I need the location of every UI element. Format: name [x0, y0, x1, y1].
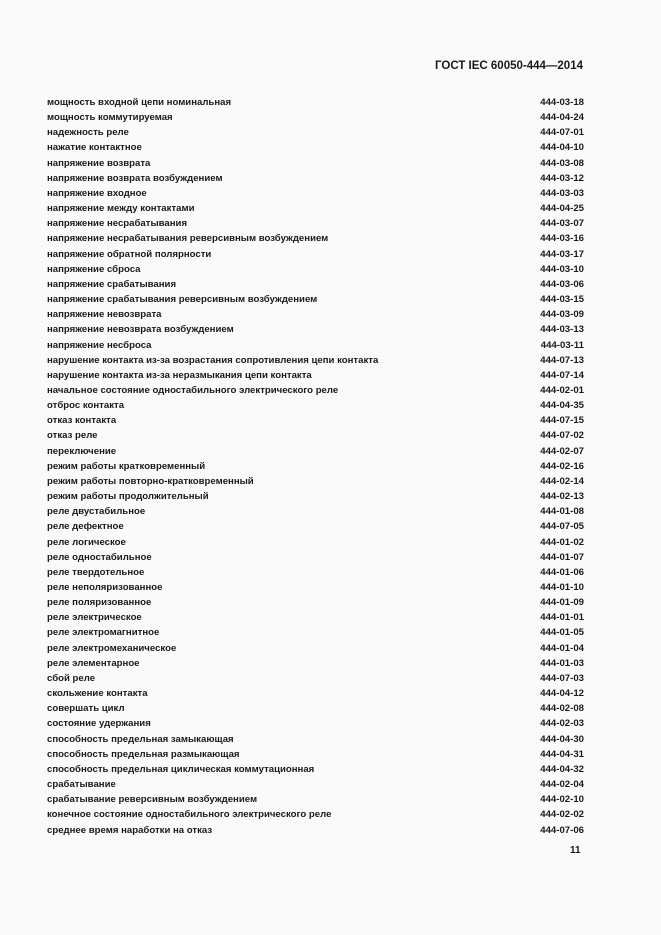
entry-term: конечное состояние одностабильного электрического реле — [47, 809, 332, 821]
entry-term: переключение — [47, 445, 117, 457]
entry-term: реле элементарное — [47, 657, 140, 669]
entry-term: напряжение сброса — [47, 263, 141, 275]
entry-term: отброс контакта — [47, 400, 125, 412]
entry-term: напряжение несброса — [47, 339, 152, 351]
entry-code: 444-07-06 — [540, 824, 584, 836]
index-entry — [47, 156, 584, 171]
index-entry — [47, 807, 584, 822]
entry-code: 444-02-03 — [540, 718, 584, 730]
index-entry — [47, 383, 584, 398]
index-entry — [47, 140, 584, 155]
entry-term: способность предельная размыкающая — [47, 748, 240, 760]
entry-term: отказ реле — [47, 430, 98, 442]
index-entry — [47, 762, 584, 777]
entry-term: режим работы кратковременный — [47, 460, 206, 472]
entry-code: 444-02-08 — [540, 703, 584, 715]
entry-code: 444-03-09 — [540, 309, 584, 321]
index-entry — [47, 368, 584, 383]
entry-code: 444-04-10 — [540, 142, 584, 154]
index-entry — [47, 459, 584, 474]
entry-code: 444-02-14 — [540, 475, 584, 487]
entry-code: 444-03-07 — [540, 218, 584, 230]
entry-term: реле логическое — [47, 536, 126, 548]
entry-code: 444-02-16 — [540, 460, 584, 472]
entry-term: напряжение несрабатывания — [47, 218, 188, 230]
entry-term: реле поляризованное — [47, 597, 152, 609]
entry-code: 444-02-13 — [540, 491, 584, 503]
entry-term: скольжение контакта — [47, 688, 148, 700]
entry-term: реле двустабильное — [47, 506, 146, 518]
index-entry — [47, 216, 584, 231]
index-entry — [47, 823, 584, 838]
index-entry — [47, 398, 584, 413]
index-entry — [47, 277, 584, 292]
entry-term: реле дефектное — [47, 521, 124, 533]
index-entry — [47, 353, 584, 368]
index-entry — [47, 489, 584, 504]
entry-code: 444-03-06 — [540, 278, 584, 290]
index-entry — [47, 307, 584, 322]
index-entry — [47, 95, 584, 110]
entry-term: срабатывание реверсивным возбуждением — [47, 794, 258, 806]
index-entry — [47, 625, 584, 640]
index-entry — [47, 338, 584, 353]
index-entry — [47, 641, 584, 656]
entry-term: напряжение невозврата — [47, 309, 162, 321]
entry-code: 444-01-05 — [540, 627, 584, 639]
entry-term: реле неполяризованное — [47, 582, 163, 593]
index-entry — [47, 732, 584, 747]
index-entry — [47, 186, 584, 201]
index-entry — [47, 413, 584, 428]
entry-code: 444-03-10 — [540, 263, 584, 275]
index-entry — [47, 686, 584, 701]
entry-term: отказ контакта — [47, 415, 117, 427]
entry-term: нарушение контакта из-за неразмыкания цепи контакта — [47, 369, 312, 381]
index-entry — [47, 792, 584, 807]
entry-term: срабатывание — [47, 779, 116, 791]
entry-term: напряжение срабатывания реверсивным возбуждением — [47, 294, 318, 306]
index-entry — [47, 504, 584, 519]
entry-code: 444-04-30 — [540, 733, 584, 745]
entry-code: 444-03-12 — [540, 172, 584, 184]
index-entry — [47, 565, 584, 580]
entry-term: совершать цикл — [47, 703, 125, 715]
entry-code: 444-04-25 — [540, 203, 584, 215]
entry-code: 444-04-24 — [540, 112, 584, 124]
index-entry — [47, 247, 584, 262]
document-header: ГОСТ IEC 60050-444—2014 — [435, 60, 583, 72]
index-entry — [47, 231, 584, 246]
index-entry — [47, 474, 584, 489]
entry-term: напряжение возврата возбуждением — [47, 172, 223, 184]
entry-term: способность предельная циклическая коммутационная — [47, 763, 315, 775]
entry-code: 444-03-16 — [540, 233, 584, 245]
entry-term: состояние удержания — [47, 718, 151, 730]
entry-code: 444-07-02 — [540, 430, 584, 442]
entry-term: реле электромеханическое — [47, 642, 177, 654]
entry-code: 444-01-09 — [540, 597, 584, 609]
entry-code: 444-01-08 — [540, 506, 584, 518]
entry-code: 444-04-12 — [540, 688, 584, 700]
entry-code: 444-03-17 — [540, 248, 584, 260]
entry-code: 444-01-10 — [540, 582, 584, 593]
entry-code: 444-07-14 — [540, 369, 584, 381]
entry-code: 444-04-31 — [540, 748, 584, 760]
index-entry — [47, 595, 584, 610]
entry-term: напряжение срабатывания — [47, 278, 177, 290]
entry-code: 444-01-01 — [540, 612, 584, 624]
index-entry — [47, 201, 584, 216]
entry-term: реле одностабильное — [47, 551, 152, 563]
entry-code: 444-07-13 — [540, 354, 584, 366]
entry-code: 444-01-02 — [540, 536, 584, 548]
entry-term: напряжение возврата — [47, 157, 151, 169]
entry-term: мощность входной цепи номинальная — [47, 97, 232, 108]
entry-term: напряжение между контактами — [47, 203, 195, 215]
index-entry — [47, 747, 584, 762]
index-entry — [47, 671, 584, 686]
index-entry — [47, 262, 584, 277]
entry-code: 444-03-08 — [540, 157, 584, 169]
index-entry — [47, 428, 584, 443]
entry-code: 444-02-10 — [540, 794, 584, 806]
index-entry — [47, 777, 584, 792]
entry-code: 444-03-15 — [540, 294, 584, 306]
entry-term: режим работы продолжительный — [47, 491, 209, 503]
index-entry — [47, 716, 584, 731]
entry-term: способность предельная замыкающая — [47, 733, 234, 745]
entry-term: мощность коммутируемая — [47, 112, 173, 124]
entry-term: среднее время наработки на отказ — [47, 824, 213, 836]
entry-code: 444-03-13 — [540, 324, 584, 336]
entry-code: 444-01-04 — [540, 642, 584, 654]
entry-term: реле электрическое — [47, 612, 142, 624]
entry-term: напряжение несрабатывания реверсивным возбуждением — [47, 233, 329, 245]
entry-term: нарушение контакта из-за возрастания сопротивления цепи контакта — [47, 354, 379, 366]
index-entry — [47, 322, 584, 337]
entry-code: 444-02-02 — [540, 809, 584, 821]
index-entry — [47, 444, 584, 459]
index-entry — [47, 701, 584, 716]
index-entry — [47, 656, 584, 671]
index-entry — [47, 110, 584, 125]
entry-code: 444-01-06 — [540, 566, 584, 578]
index-entry — [47, 171, 584, 186]
entry-code: 444-02-01 — [540, 384, 584, 396]
entry-code: 444-02-04 — [540, 779, 584, 791]
entry-code: 444-04-35 — [540, 400, 584, 412]
entry-term: напряжение невозврата возбуждением — [47, 324, 234, 336]
index-entry — [47, 550, 584, 565]
entry-code: 444-03-03 — [540, 187, 584, 199]
index-entry — [47, 610, 584, 625]
entry-code: 444-04-32 — [540, 763, 584, 775]
entry-code: 444-07-03 — [540, 672, 584, 684]
entry-code: 444-07-01 — [540, 127, 584, 139]
entry-term: напряжение обратной полярности — [47, 248, 212, 260]
entry-term: начальное состояние одностабильного электрического реле — [47, 384, 339, 396]
entry-code: 444-03-18 — [540, 97, 584, 108]
entry-code: 444-07-05 — [540, 521, 584, 533]
entry-term: сбой реле — [47, 672, 96, 684]
index-entry — [47, 580, 584, 595]
index-entry — [47, 125, 584, 140]
entry-term: реле электромагнитное — [47, 627, 160, 639]
entry-term: режим работы повторно-кратковременный — [47, 475, 254, 487]
term-index-list — [47, 95, 584, 838]
entry-term: надежность реле — [47, 127, 129, 139]
index-entry — [47, 535, 584, 550]
entry-code: 444-03-11 — [540, 339, 584, 351]
entry-term: реле твердотельное — [47, 566, 145, 578]
entry-code: 444-02-07 — [540, 445, 584, 457]
index-entry — [47, 519, 584, 534]
entry-code: 444-07-15 — [540, 415, 584, 427]
index-entry — [47, 292, 584, 307]
page-number: 11 — [570, 845, 581, 856]
entry-term: напряжение входное — [47, 187, 147, 199]
entry-code: 444-01-07 — [540, 551, 584, 563]
entry-code: 444-01-03 — [540, 657, 584, 669]
entry-term: нажатие контактное — [47, 142, 142, 154]
